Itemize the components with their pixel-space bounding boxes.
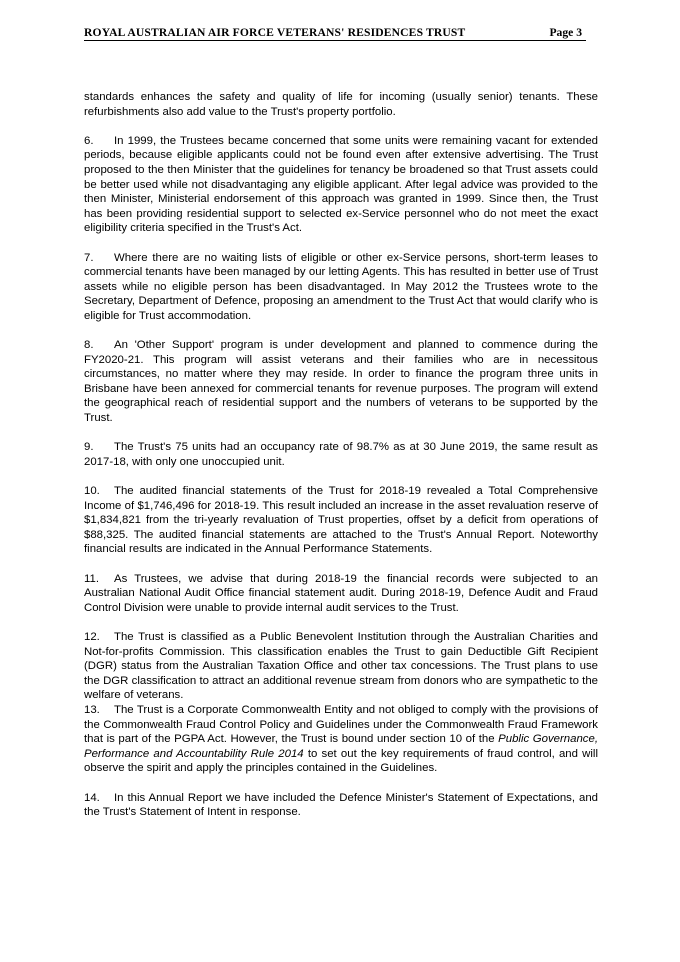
paragraph-text-italic: Public Governance, Performance and Accountability Rule 2014 <box>84 733 598 760</box>
paragraph-continued <box>84 90 598 119</box>
paragraph-text-after: to set out the key requirements of fraud control, and will observe the spirit and apply the principles contained in the Guidelines. <box>84 747 598 775</box>
paragraph-text: The audited financial statements of the Trust for 2018-19 revealed a Total Comprehensive Income of $1,746,496 for 2018-19. This result included an increase in the asset revaluation reserve of $1,834,821 from the tri-yearly revaluation of Trust properties, offset by a deficit from operations of $88,325. The audited financial statements are attached to the Trust's Annual Report. Noteworthy financial results are indicated in the Annual Performance Statements. <box>84 485 598 556</box>
paragraph-number: 9. <box>84 441 94 454</box>
paragraph-8 <box>84 338 598 426</box>
paragraph-number: 6. <box>84 134 94 147</box>
paragraph-7 <box>84 251 598 324</box>
paragraph-text: As Trustees, we advise that during 2018-19 the financial records were subjected to an Australian National Audit Office financial statement audit. During 2018-19, Defence Audit and Fraud Control Division were unable to provide internal audit services to the Trust. <box>84 572 598 614</box>
paragraph-6 <box>84 134 598 236</box>
paragraph-number: 12. <box>84 630 100 643</box>
paragraph-number: 13. <box>84 703 100 716</box>
paragraph-number: 10. <box>84 485 100 498</box>
paragraph-text: An 'Other Support' program is under development and planned to commence during the FY2020-21. This program will assist veterans and their families who are in necessitous circumstances, no matter where they may reside. In order to finance the program three units in Brisbane have been annexed for commercial tenants for revenue purposes. The program will extend the geographical reach of residential support and the numbers of veterans to be supported by the Trust. <box>84 339 598 425</box>
header-rule <box>84 40 586 41</box>
paragraph-text: standards enhances the safety and quality of life for incoming (usually senior) tenants. These refurbishments also add value to the Trust's property portfolio. <box>84 91 598 118</box>
paragraph-10 <box>84 484 598 557</box>
paragraph-11 <box>84 572 598 616</box>
paragraph-number: 7. <box>84 251 94 264</box>
paragraph-number: 8. <box>84 339 94 352</box>
paragraph-text: Where there are no waiting lists of eligible or other ex-Service persons, short-term leases to commercial tenants have been managed by our letting Agents. This has resulted in better use of Trust assets while no eligible person has been disadvantaged. In May 2012 the Trustees wrote to the Secretary, Department of Defence, proposing an amendment to the Trust Act that would clarify who is eligible for Trust accommodation. <box>84 251 598 322</box>
paragraph-text: The Trust is classified as a Public Benevolent Institution through the Australian Charities and Not-for-profits Commission. This classification enables the Trust to gain Deductible Gift Recipient (DGR) status from the Australian Taxation Office and other tax concessions. The Trust plans to use the DGR classification to attract an additional revenue stream from donors who are sympathetic to the welfare of veterans. <box>84 630 598 702</box>
header-title: ROYAL AUSTRALIAN AIR FORCE VETERANS' RESIDENCES TRUST <box>84 26 466 39</box>
paragraph-number: 11. <box>84 572 99 585</box>
page-header <box>84 26 586 42</box>
header-page-number: Page 3 <box>549 26 582 39</box>
paragraph-number: 14. <box>84 791 100 804</box>
paragraph-14 <box>84 791 598 820</box>
paragraph-text: The Trust's 75 units had an occupancy rate of 98.7% as at 30 June 2019, the same result as 2017-18, with only one unoccupied unit. <box>84 441 598 468</box>
paragraph-12 <box>84 630 598 703</box>
paragraph-13 <box>84 703 598 776</box>
document-body <box>84 90 598 834</box>
paragraph-text: In 1999, the Trustees became concerned that some units were remaining vacant for extended periods, because eligible applicants could not be found even after extensive advertising. The Trust proposed to the then Minister that the guidelines for tenancy be broadened so that Trust assets could be better used while not disadvantaging any eligible applicant. After legal advice was provided to the then Minister, Ministerial endorsement of this approach was granted in 1999. Since then, the Trust has been providing residential support to selected ex-Service personnel who do not meet the exact eligibility criteria specified in the Trust's Act. <box>84 134 598 235</box>
paragraph-text: In this Annual Report we have included the Defence Minister's Statement of Expectations, and the Trust's Statement of Intent in response. <box>84 791 598 819</box>
paragraph-text-before: The Trust is a Corporate Commonwealth Entity and not obliged to comply with the provisions of the Commonwealth Fraud Control Policy and Guidelines under the Commonwealth Fraud Framework that is part of the PGPA Act. However, the Trust is bound under section 10 of the <box>84 703 598 746</box>
paragraph-9 <box>84 440 598 469</box>
